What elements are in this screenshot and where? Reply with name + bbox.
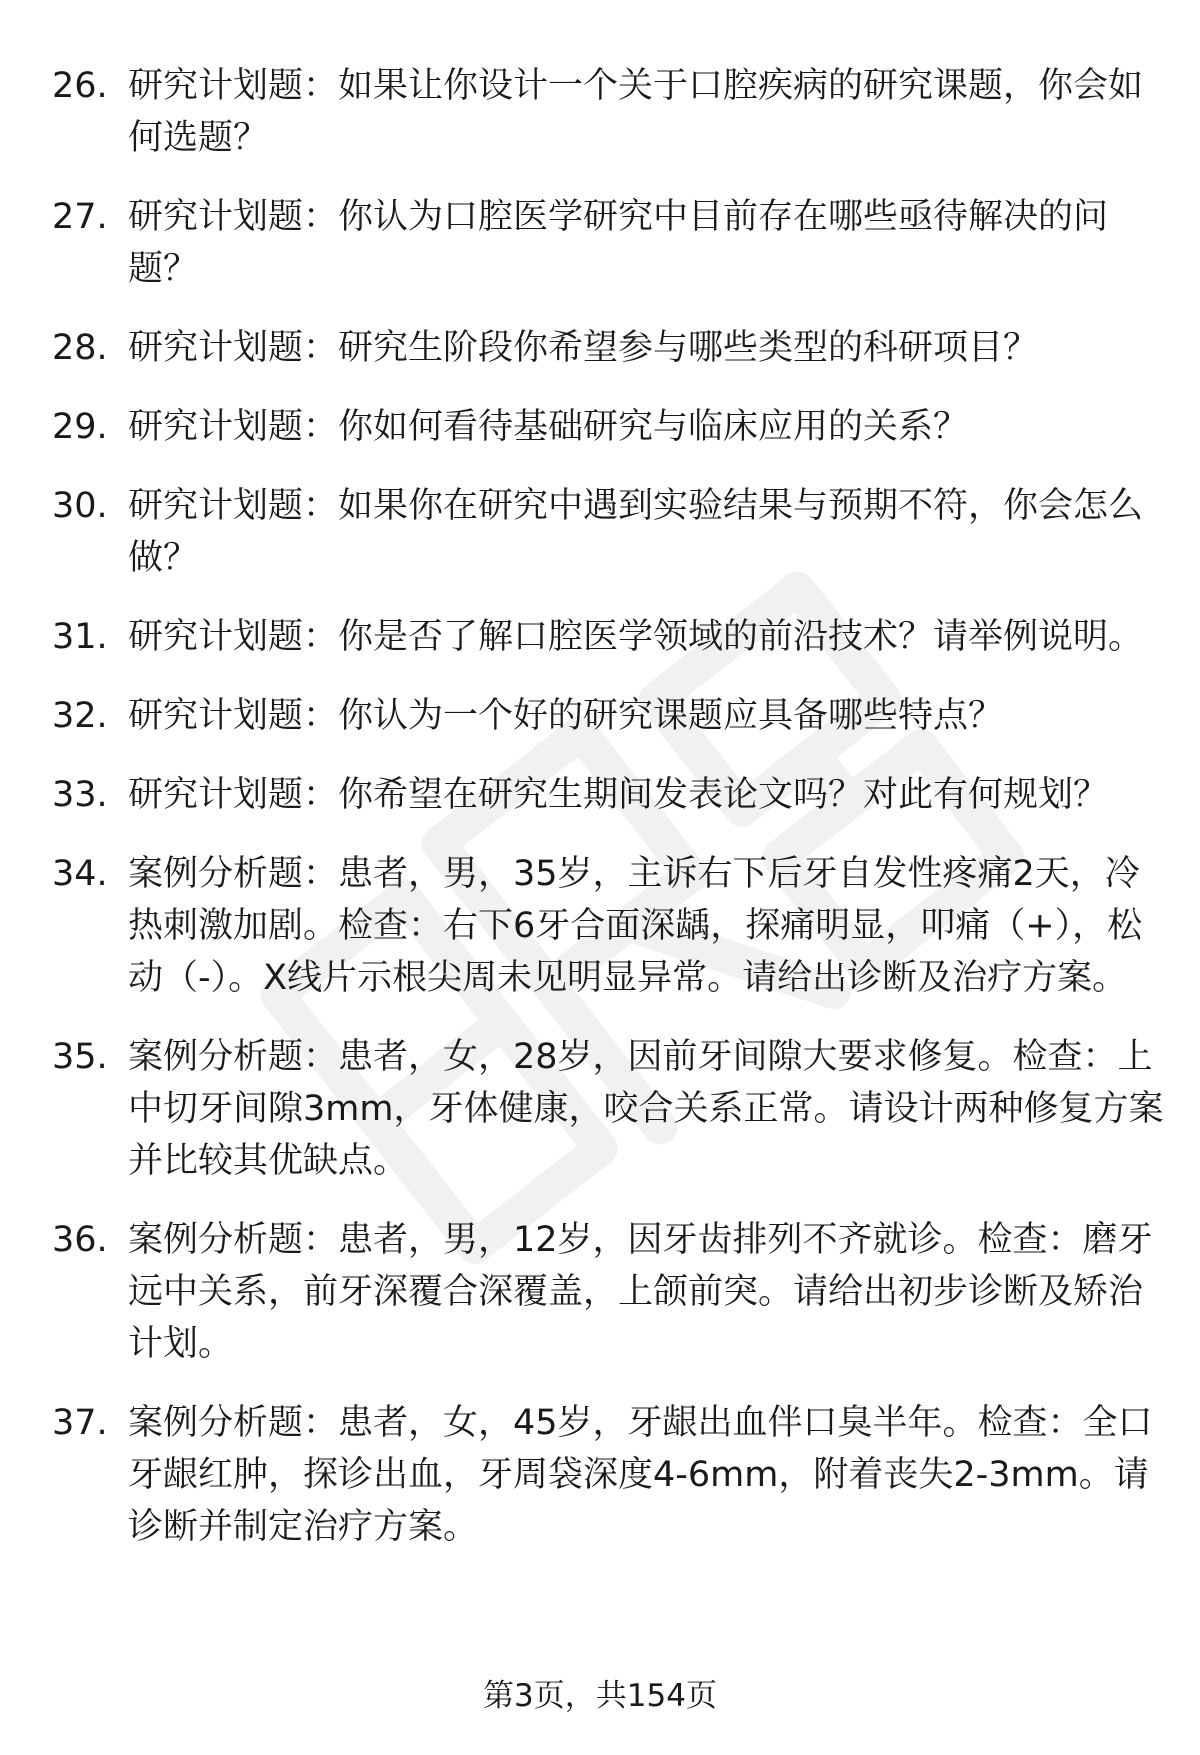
question-text: 案例分析题：患者，女，45岁，牙龈出血伴口臭半年。检查：全口牙龈红肿，探诊出血，牙周袋深度4-6mm，附着丧失2-3mm。请诊断并制定治疗方案。 bbox=[128, 1403, 1153, 1547]
question-number: 26. bbox=[52, 66, 108, 106]
question-number: 28. bbox=[52, 328, 108, 368]
question-text: 研究计划题：你希望在研究生期间发表论文吗？对此有何规划？ bbox=[128, 775, 1109, 815]
question-number: 35. bbox=[52, 1037, 108, 1077]
question-number: 27. bbox=[52, 197, 108, 237]
question-text: 案例分析题：患者，女，28岁，因前牙间隙大要求修复。检查：上中切牙间隙3mm，牙体健康，咬合关系正常。请设计两种修复方案并比较其优缺点。 bbox=[128, 1037, 1164, 1181]
question-number: 32. bbox=[52, 696, 108, 736]
question-item bbox=[0, 1397, 1200, 1553]
question-item bbox=[0, 401, 1200, 453]
question-text: 研究计划题：你认为一个好的研究课题应具备哪些特点？ bbox=[128, 696, 1004, 736]
question-item bbox=[0, 1214, 1200, 1370]
question-number: 31. bbox=[52, 617, 108, 657]
question-item bbox=[0, 322, 1200, 374]
question-item bbox=[0, 1031, 1200, 1187]
question-number: 36. bbox=[52, 1220, 108, 1260]
question-number: 37. bbox=[52, 1403, 108, 1443]
question-text: 研究计划题：如果让你设计一个关于口腔疾病的研究课题，你会如何选题？ bbox=[128, 66, 1144, 158]
question-item bbox=[0, 191, 1200, 295]
question-text: 研究计划题：你如何看待基础研究与临床应用的关系？ bbox=[128, 407, 969, 447]
question-item bbox=[0, 690, 1200, 742]
question-text: 研究计划题：你认为口腔医学研究中目前存在哪些亟待解决的问题？ bbox=[128, 197, 1109, 289]
question-number: 30. bbox=[52, 486, 108, 526]
page-footer bbox=[0, 1676, 1200, 1716]
question-item bbox=[0, 60, 1200, 164]
question-item bbox=[0, 480, 1200, 584]
page-number-label: 第3页，共154页 bbox=[483, 1678, 717, 1714]
question-item bbox=[0, 769, 1200, 821]
question-number: 33. bbox=[52, 775, 108, 815]
question-text: 案例分析题：患者，男，12岁，因牙齿排列不齐就诊。检查：磨牙远中关系，前牙深覆合深覆盖，上颌前突。请给出初步诊断及矫治计划。 bbox=[128, 1220, 1153, 1364]
question-text: 研究计划题：如果你在研究中遇到实验结果与预期不符，你会怎么做？ bbox=[128, 486, 1144, 578]
question-text: 案例分析题：患者，男，35岁，主诉右下后牙自发性疼痛2天，冷热刺激加剧。检查：右下6牙合面深龋，探痛明显，叩痛（+），松动（-）。X线片示根尖周未见明显异常。请给出诊断及治疗方案。 bbox=[128, 854, 1143, 998]
question-text: 研究计划题：你是否了解口腔医学领域的前沿技术？请举例说明。 bbox=[128, 617, 1144, 657]
question-list bbox=[0, 60, 1200, 1580]
question-number: 29. bbox=[52, 407, 108, 447]
question-item bbox=[0, 611, 1200, 663]
question-number: 34. bbox=[52, 854, 108, 894]
question-text: 研究计划题：研究生阶段你希望参与哪些类型的科研项目？ bbox=[128, 328, 1039, 368]
question-item bbox=[0, 848, 1200, 1004]
